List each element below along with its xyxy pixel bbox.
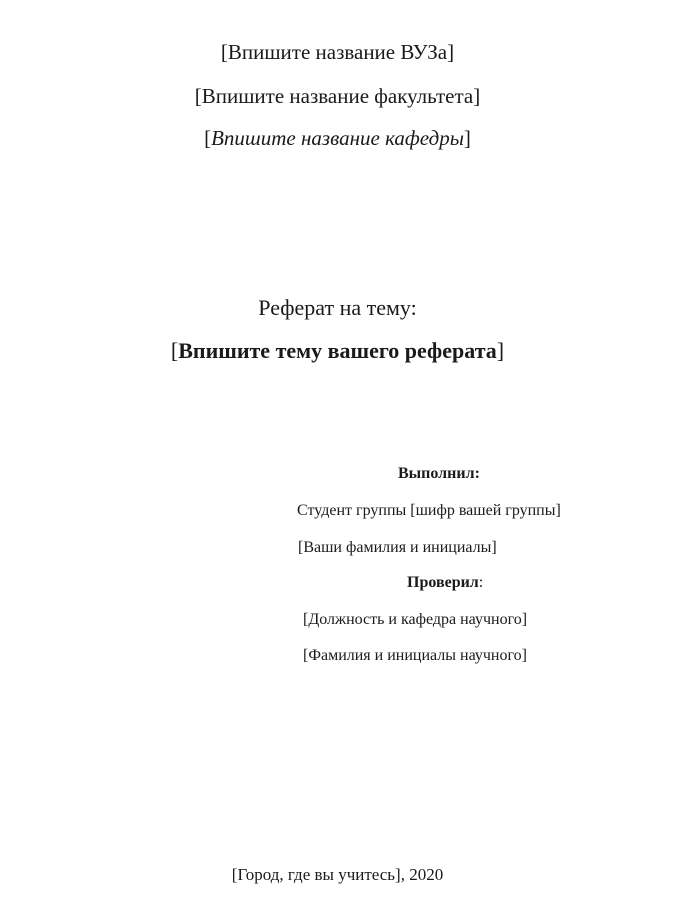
- topic-title: [0, 340, 675, 362]
- department-bracket-close: ]: [463, 126, 471, 150]
- performed-by-label: Выполнил:: [398, 465, 480, 482]
- city-year: [Город, где вы учитесь], 2020: [231, 865, 444, 884]
- topic-bracket-open: [: [170, 338, 179, 363]
- supervisor-position: [Должность и кафедра научного]: [303, 611, 528, 628]
- student-name: [Ваши фамилия и инициалы]: [298, 539, 497, 556]
- topic-intro: Реферат на тему:: [258, 295, 417, 320]
- department-text: Впишите название кафедры: [211, 126, 464, 150]
- checked-by-colon: :: [478, 574, 484, 591]
- faculty-name: [Впишите название факультета]: [194, 84, 481, 108]
- university-name: [Впишите название ВУЗа]: [220, 40, 455, 64]
- topic-bracket-close: ]: [496, 338, 505, 363]
- checked-by-label: [407, 575, 483, 591]
- supervisor-name: [Фамилия и инициалы научного]: [303, 647, 527, 664]
- department-name: [0, 128, 675, 149]
- student-group: Студент группы [шифр вашей группы]: [297, 502, 561, 519]
- department-bracket-open: [: [204, 126, 212, 150]
- checked-by-text: Проверил: [407, 574, 479, 591]
- topic-text: Впишите тему вашего реферата: [178, 338, 497, 363]
